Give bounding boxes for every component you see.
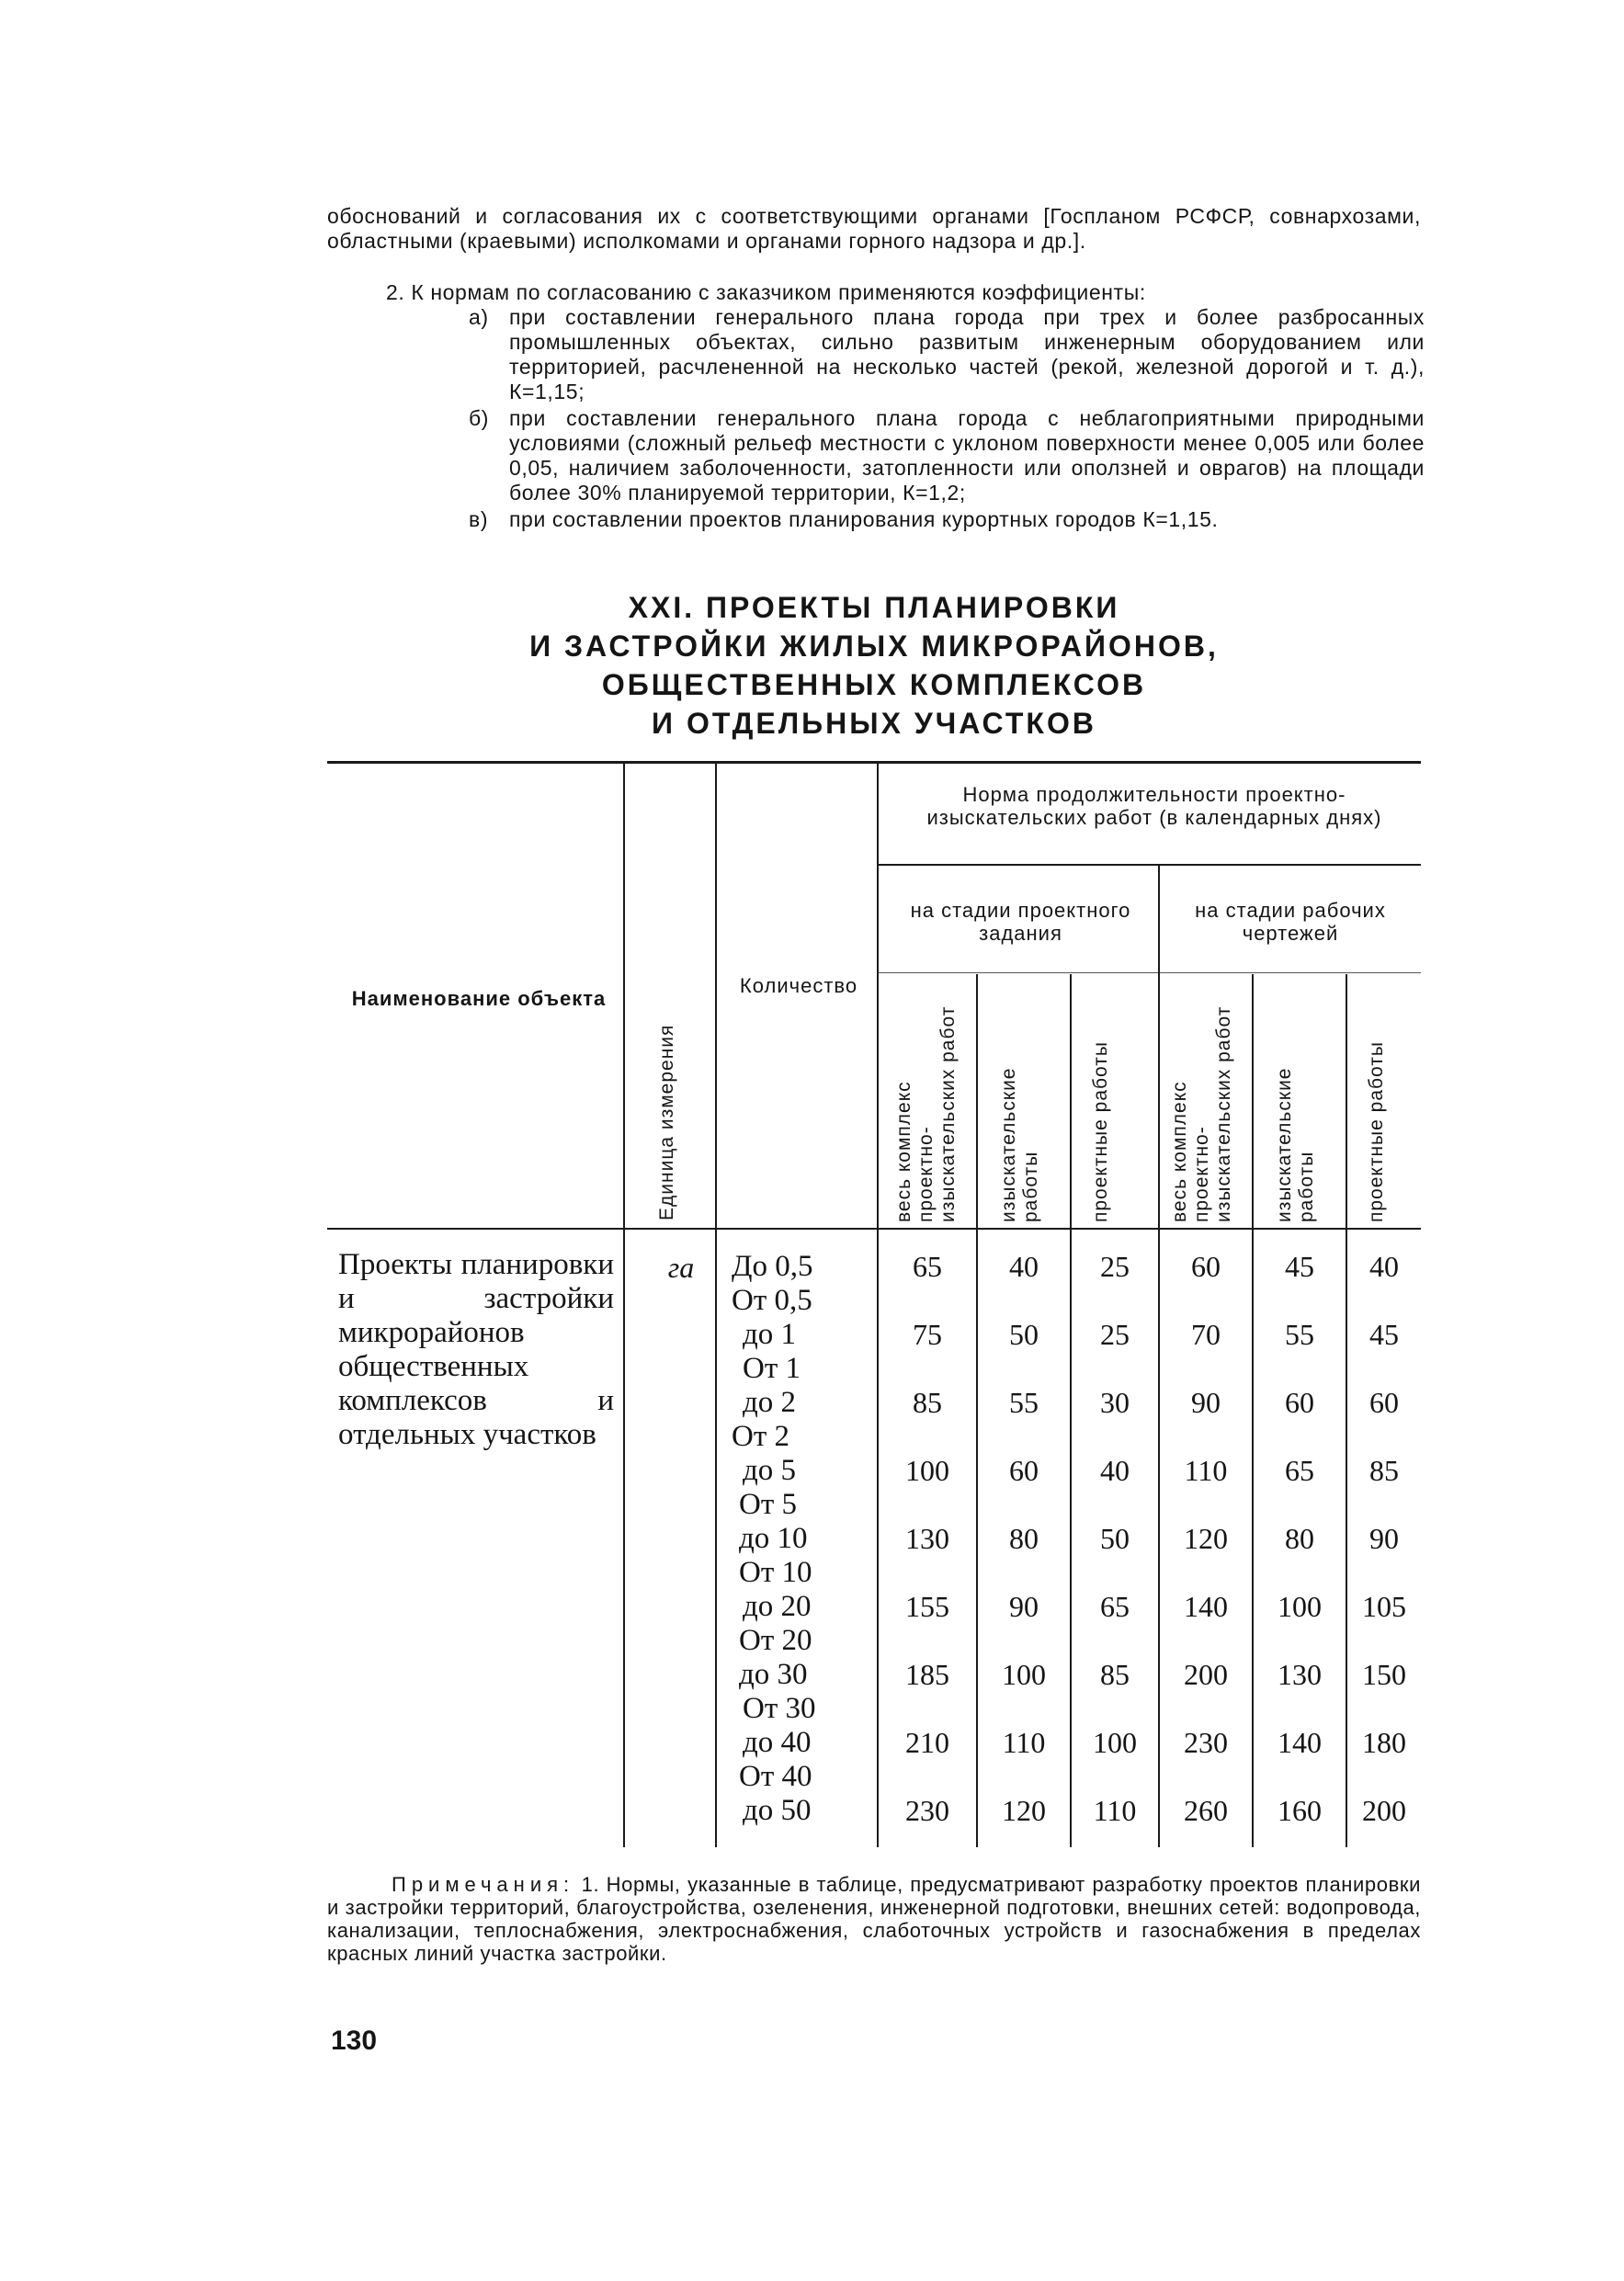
table-cell: 260	[1184, 1794, 1228, 1827]
table-cell: 110	[1184, 1454, 1228, 1487]
table-cell: 40	[1009, 1250, 1039, 1283]
table-cell: 185	[905, 1658, 949, 1691]
quantity-item: до 30	[739, 1658, 808, 1691]
table-cell: 65	[913, 1250, 942, 1283]
table-cell: 75	[913, 1318, 942, 1351]
quantity-column	[732, 1250, 871, 1828]
table-cell: 230	[1184, 1726, 1228, 1759]
table-cell: 110	[1002, 1726, 1046, 1759]
table-cell: 140	[1184, 1590, 1228, 1623]
table-cell: 100	[1002, 1658, 1046, 1691]
header-stage-design: на стадии проектного задания	[910, 899, 1131, 945]
table-cell: 200	[1184, 1658, 1228, 1691]
table-cell: 130	[1278, 1658, 1322, 1691]
intro-paragraph: обоснований и согласования их с соответствующими органами [Госпланом РСФСР, совнархозами, областными (краевыми) исполкомами и органами горного надзора и др.].	[327, 204, 1421, 253]
note-text: 1. Нормы, указанные в таблице, предусматривают разработку проектов планировки и застройки территорий, благоустройства, озеленения, инженерной подготовки, внешних сетей: водопровода, канализации, теплоснабжения, электроснабжения, слаботочных устройств и газоснабжения в пределах красных линий участка застройки.	[327, 1873, 1421, 1965]
table-cell: 65	[1285, 1454, 1314, 1487]
table-cell: 60	[1191, 1250, 1221, 1283]
quantity-item: От 0,5	[732, 1284, 812, 1317]
table-cell: 80	[1285, 1522, 1314, 1555]
header-sub-complex: весь комплекс проектно-изыскательских работ	[1169, 1005, 1234, 1222]
table-cell: 180	[1362, 1726, 1406, 1759]
quantity-item: От 2	[732, 1420, 790, 1453]
header-sub-design: проектные работы	[1366, 1041, 1387, 1222]
table-cell: 50	[1009, 1318, 1039, 1351]
table-cell: 100	[905, 1454, 949, 1487]
table-cell: 105	[1362, 1590, 1406, 1623]
table-cell: 210	[905, 1726, 949, 1759]
stage-header-rule	[879, 972, 1421, 973]
table-cell: 65	[1100, 1590, 1130, 1623]
heading-line: XXI. ПРОЕКТЫ ПЛАНИРОВКИ	[628, 591, 1120, 624]
col-rule	[623, 761, 625, 1847]
table-cell: 120	[1002, 1794, 1046, 1827]
coefficient-item	[469, 305, 1425, 404]
table-cell: 85	[913, 1386, 942, 1419]
quantity-item: до 1	[743, 1318, 797, 1351]
table-cell: 200	[1362, 1794, 1406, 1827]
heading-line: И ОТДЕЛЬНЫХ УЧАСТКОВ	[652, 707, 1096, 740]
quantity-item: От 40	[739, 1760, 812, 1793]
coefficient-list	[469, 305, 1425, 532]
table-cell: 230	[905, 1794, 949, 1827]
page-number: 130	[331, 2026, 378, 2056]
table-cell: 80	[1009, 1522, 1039, 1555]
header-stage-working: на стадии рабочих чертежей	[1195, 899, 1386, 945]
heading-line: И ЗАСТРОЙКИ ЖИЛЫХ МИКРОРАЙОНОВ,	[529, 630, 1219, 663]
table-cell: 110	[1093, 1794, 1137, 1827]
table-cell: 90	[1191, 1386, 1221, 1419]
coefficient-item	[469, 507, 1425, 532]
header-unit: Единица измерения	[656, 1024, 677, 1220]
unit-value: га	[667, 1251, 695, 1284]
section-heading	[327, 588, 1421, 743]
header-sub-design: проектные работы	[1090, 1041, 1111, 1222]
norm-header-rule	[879, 864, 1421, 866]
table-top-rule	[327, 761, 1421, 764]
norms-table	[327, 761, 1421, 1847]
table-cell: 90	[1369, 1522, 1399, 1555]
table-cell: 50	[1100, 1522, 1130, 1555]
table-cell: 60	[1009, 1454, 1039, 1487]
table-cell: 85	[1369, 1454, 1399, 1487]
item-letter: б)	[469, 406, 490, 430]
header-sub-survey: изыскательские работы	[998, 1067, 1041, 1222]
quantity-item: От 10	[739, 1556, 812, 1589]
quantity-item: до 20	[743, 1590, 812, 1623]
table-cell: 150	[1362, 1658, 1406, 1691]
heading-line: ОБЩЕСТВЕННЫХ КОМПЛЕКСОВ	[601, 668, 1147, 701]
quantity-item: до 50	[743, 1794, 812, 1827]
table-cell: 45	[1285, 1250, 1314, 1283]
quantity-item: до 5	[743, 1454, 797, 1487]
table-cell: 140	[1278, 1726, 1322, 1759]
table-cell: 25	[1100, 1250, 1130, 1283]
quantity-item: До 0,5	[732, 1250, 813, 1283]
header-name: Наименование объекта	[351, 987, 607, 1010]
item-text: при составлении проектов планирования курортных городов К=1,15.	[509, 507, 1219, 531]
table-cell: 85	[1100, 1658, 1130, 1691]
point-2: 2. К нормам по согласованию с заказчиком применяются коэффициенты:	[386, 280, 1146, 304]
note-label: Примечания:	[392, 1873, 575, 1896]
table-cell: 40	[1100, 1454, 1130, 1487]
item-letter: в)	[469, 507, 489, 531]
table-cell: 130	[905, 1522, 949, 1555]
table-cell: 25	[1100, 1318, 1130, 1351]
header-norm: Норма продолжительности проектно-изыскательских работ (в календарных днях)	[926, 783, 1382, 829]
quantity-item: до 40	[743, 1726, 812, 1759]
table-cell: 160	[1278, 1794, 1322, 1827]
header-sub-survey: изыскательские работы	[1274, 1067, 1317, 1222]
table-cell: 155	[905, 1590, 949, 1623]
item-letter: а)	[469, 305, 489, 329]
table-cell: 60	[1369, 1386, 1399, 1419]
header-bottom-rule	[327, 1228, 1421, 1230]
header-quantity: Количество	[739, 974, 858, 997]
col-rule	[1158, 864, 1160, 1847]
quantity-item: От 20	[739, 1624, 812, 1657]
table-cell: 120	[1184, 1522, 1228, 1555]
table-cell: 100	[1278, 1590, 1322, 1623]
table-cell: 60	[1285, 1386, 1314, 1419]
item-text: при составлении генерального плана города при трех и более разбросанных промышленных объектах, сильно развитым инженерным оборудованием или территорией, расчлененной на несколько частей (рекой, железной дорогой и т. д.), К=1,15;	[509, 305, 1425, 403]
table-cell: 55	[1285, 1318, 1314, 1351]
table-cell: 30	[1100, 1386, 1130, 1419]
quantity-item: От 1	[743, 1352, 801, 1385]
col-rule	[715, 761, 717, 1847]
table-cell: 90	[1009, 1590, 1039, 1623]
quantity-item: От 5	[739, 1488, 798, 1521]
object-name: Проекты планировки и застройки микрорайонов общественных комплексов и отдельных участков	[338, 1248, 614, 1451]
item-text: при составлении генерального плана города с неблагоприятными природными условиями (сложный рельеф местности с уклоном поверхности менее 0,005 или более 0,05, наличием заболоченности, затопленности или оползней и оврагов) на площади более 30% планируемой территории, К=1,2;	[509, 406, 1425, 505]
coefficient-item	[469, 406, 1425, 505]
table-cell: 45	[1369, 1318, 1399, 1351]
quantity-item: до 2	[743, 1386, 797, 1419]
quantity-item: до 10	[739, 1522, 808, 1555]
table-cell: 100	[1093, 1726, 1137, 1759]
table-cell: 55	[1009, 1386, 1039, 1419]
table-cell: 40	[1369, 1250, 1399, 1283]
quantity-item: От 30	[743, 1692, 816, 1725]
header-sub-complex: весь комплекс проектно-изыскательских работ	[893, 1005, 959, 1222]
table-cell: 70	[1191, 1318, 1221, 1351]
table-note	[327, 1873, 1421, 1965]
